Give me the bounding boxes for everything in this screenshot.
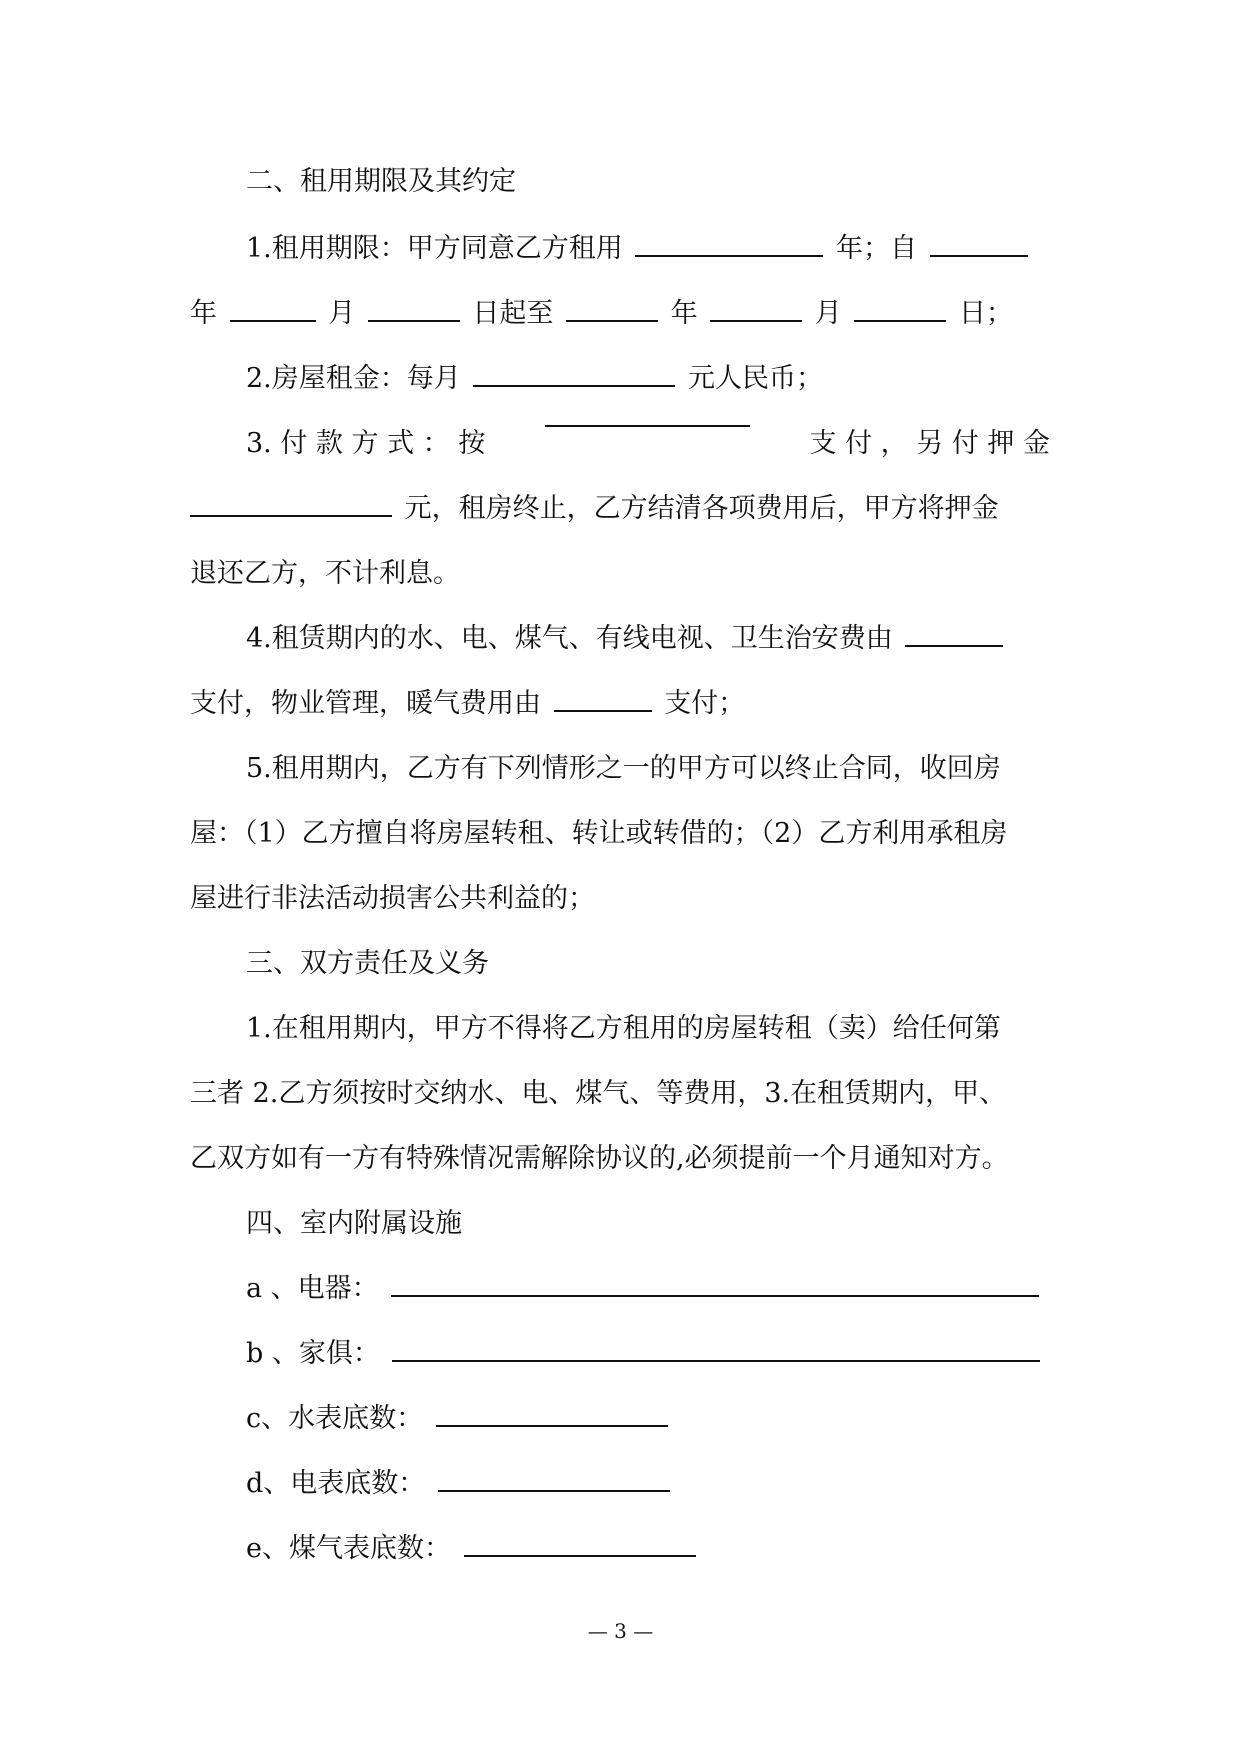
- section-heading-2: 二、租用期限及其约定: [246, 166, 516, 197]
- blank-appliances[interactable]: [391, 1294, 1039, 1297]
- blank-start-day[interactable]: [368, 319, 460, 322]
- payment-line-1: 3. 付 款 方 式 ： 按 支 付 ， 另 付 押 金: [246, 424, 1050, 464]
- termination-line-3: 屋进行非法活动损害公共利益的；: [190, 883, 595, 914]
- facility-water-meter: c、水表底数：: [246, 1399, 1050, 1439]
- facility-gas-meter: e、煤气表底数：: [246, 1529, 1050, 1569]
- blank-payment-method[interactable]: [545, 424, 750, 427]
- blank-gas-meter[interactable]: [464, 1554, 696, 1557]
- facility-appliances: a 、电器：: [246, 1269, 1050, 1309]
- page-number: — 3 —: [587, 1619, 654, 1643]
- blank-furniture[interactable]: [392, 1359, 1040, 1362]
- facility-electric-meter: d、电表底数：: [246, 1464, 1050, 1504]
- utilities-line-1: 4.租赁期内的水、电、煤气、有线电视、卫生治安费由: [246, 619, 1050, 659]
- termination-line-1: 5.租用期内，乙方有下列情形之一的甲方可以终止合同，收回房: [246, 753, 1001, 784]
- blank-start-year-a[interactable]: [930, 254, 1028, 257]
- blank-water-meter[interactable]: [436, 1424, 668, 1427]
- facility-furniture: b 、家俱：: [246, 1334, 1050, 1374]
- blank-utilities-payer[interactable]: [905, 644, 1003, 647]
- duties-line-1: 1.在租用期内，甲方不得将乙方租用的房屋转租（卖）给任何第: [246, 1013, 1001, 1044]
- utilities-line-2: 支付，物业管理，暖气费用由 支付；: [190, 688, 746, 719]
- blank-end-month[interactable]: [710, 319, 802, 322]
- blank-electric-meter[interactable]: [438, 1489, 670, 1492]
- section-heading-4: 四、室内附属设施: [246, 1208, 462, 1239]
- blank-term-years[interactable]: [635, 254, 823, 257]
- rent-line: 2.房屋租金：每月 元人民币；: [246, 363, 823, 394]
- duties-line-3: 乙双方如有一方有特殊情况需解除协议的,必须提前一个月通知对方。: [190, 1143, 1009, 1174]
- term-line-1: 1.租用期限：甲方同意乙方租用 年；自: [246, 229, 1050, 269]
- blank-end-year[interactable]: [566, 319, 658, 322]
- section-heading-3: 三、双方责任及义务: [246, 948, 489, 979]
- blank-property-fee-payer[interactable]: [554, 709, 652, 712]
- payment-line-2: 元，租房终止，乙方结清各项费用后，甲方将押金: [190, 489, 1050, 529]
- blank-monthly-rent[interactable]: [473, 384, 675, 387]
- duties-line-2: 三者 2.乙方须按时交纳水、电、煤气、等费用，3.在租赁期内，甲、: [190, 1078, 1007, 1109]
- payment-line-3: 退还乙方，不计利息。: [190, 558, 460, 589]
- blank-start-month[interactable]: [230, 319, 316, 322]
- termination-line-2: 屋：（1）乙方擅自将房屋转租、转让或转借的；（2）乙方利用承租房: [190, 818, 1008, 849]
- term-line-2: 年 月 日起至 年 月 日；: [190, 298, 1013, 329]
- blank-deposit[interactable]: [190, 514, 392, 517]
- blank-end-day[interactable]: [854, 319, 946, 322]
